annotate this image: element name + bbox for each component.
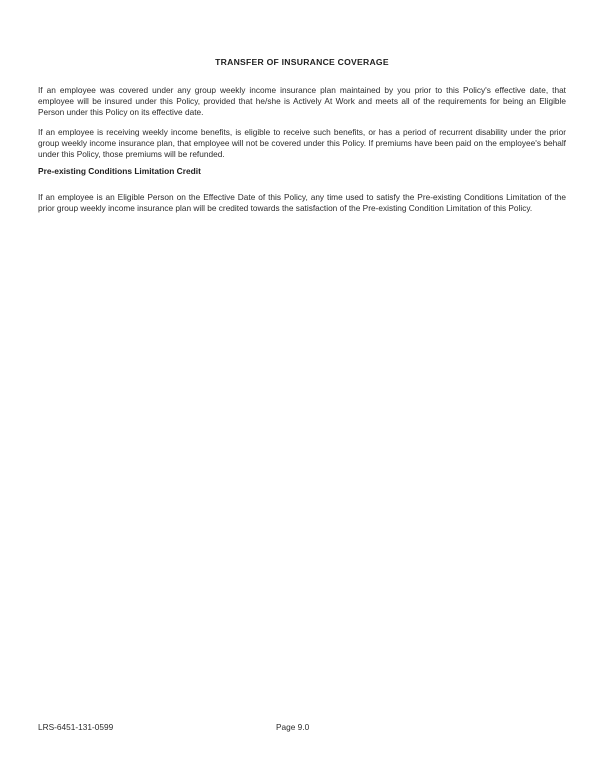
paragraph-recurrent-disability: If an employee is receiving weekly income benefits, is eligible to receive such benefits, or has a period of recurrent disability under the prior group weekly income insurance plan, that employee will not be covered under this Policy. If premiums have been paid on the employee's behalf under this Policy, those premiums will be refunded.	[38, 127, 566, 160]
footer-page-number: Page 9.0	[276, 722, 310, 732]
page-title: TRANSFER OF INSURANCE COVERAGE	[215, 57, 389, 67]
section-heading-preexisting-conditions-limitation-credit: Pre-existing Conditions Limitation Credit	[38, 166, 201, 176]
paragraph-preexisting-credit: If an employee is an Eligible Person on the Effective Date of this Policy, any time used to satisfy the Pre-existing Conditions Limitation of the prior group weekly income insurance plan will be credited towards the satisfaction of the Pre-existing Condition Limitation of this Policy.	[38, 192, 566, 214]
footer-form-number: LRS-6451-131-0599	[38, 722, 114, 732]
paragraph-transfer-coverage: If an employee was covered under any group weekly income insurance plan maintained by you prior to this Policy's effective date, that employee will be insured under this Policy, provided that he/she is Actively At Work and meets all of the requirements for being an Eligible Person under this Policy on its effective date.	[38, 85, 566, 118]
